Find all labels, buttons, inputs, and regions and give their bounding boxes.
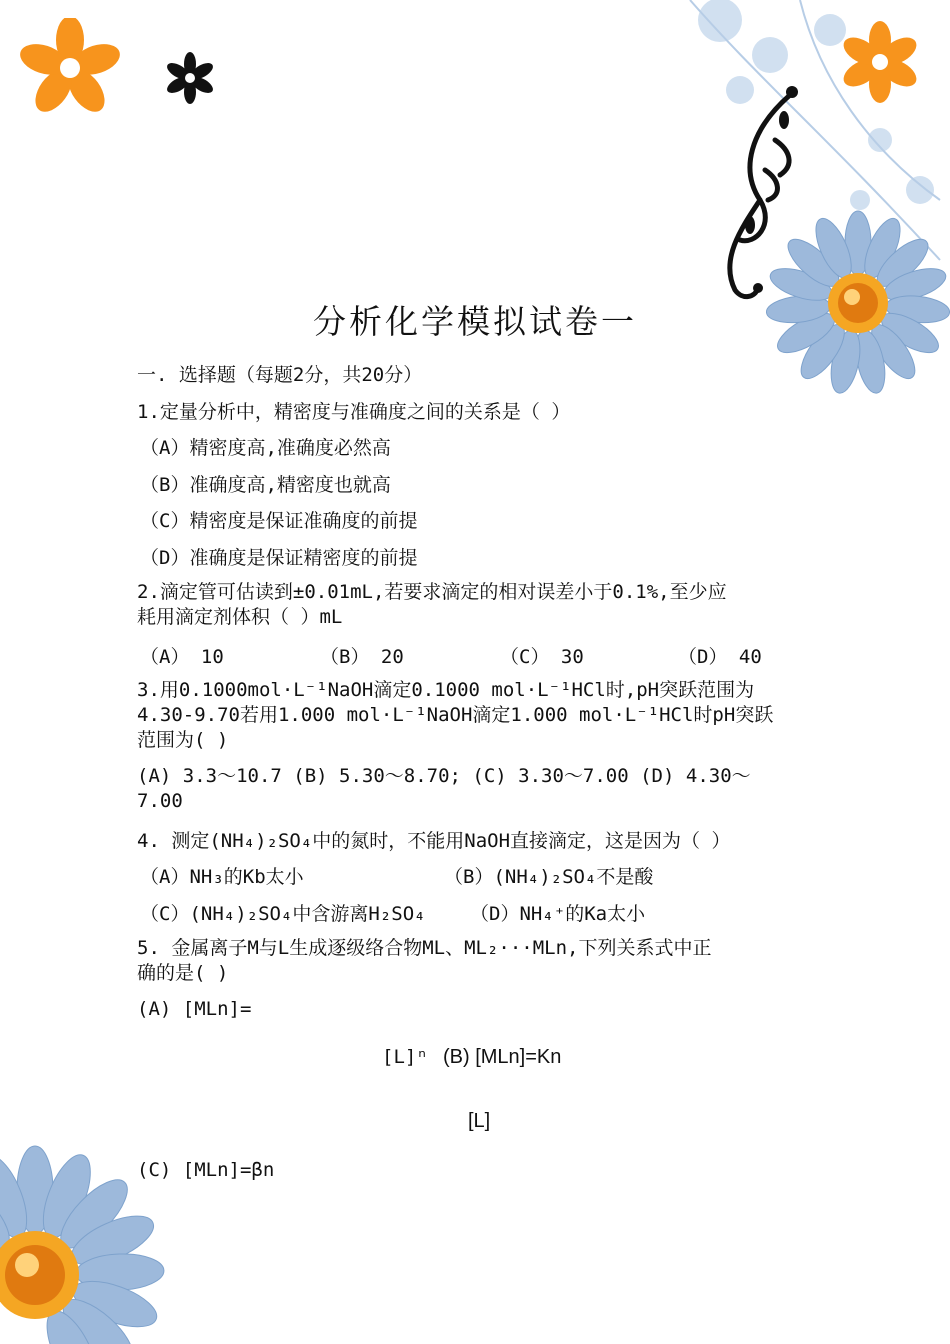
question-5-option-a: (A) [MLn]= bbox=[137, 998, 252, 1020]
question-3-options-line-1: (A) 3.3～10.7 (B) 5.30～8.70; (C) 3.30～7.00 (D) 4.30～ bbox=[137, 765, 751, 787]
question-1-option-a: （A）精密度高,准确度必然高 bbox=[140, 437, 391, 459]
daisy-bottom-left bbox=[0, 1120, 200, 1344]
question-5-stem-line-2: 确的是( ) bbox=[137, 962, 229, 984]
question-1-option-d: （D）准确度是保证精密度的前提 bbox=[140, 547, 418, 569]
black-flower-top-left bbox=[160, 50, 220, 106]
question-5-option-b: (B) [MLn]=Kn bbox=[443, 1046, 562, 1068]
question-3-options bbox=[137, 764, 827, 814]
question-2-stem-line-1: 2.滴定管可估读到±0.01mL,若要求滴定的相对误差小于0.1%,至少应 bbox=[137, 581, 727, 603]
question-5-stem-line-1: 5. 金属离子M与L生成逐级络合物ML、ML₂···MLn,下列关系式中正 bbox=[137, 937, 712, 959]
question-3-stem-line-2: 4.30-9.70若用1.000 mol·L⁻¹NaOH滴定1.000 mol·L⁻¹HCl时pH突跃 bbox=[137, 704, 774, 726]
question-3-stem-line-3: 范围为( ) bbox=[137, 729, 229, 751]
question-3-stem bbox=[137, 678, 827, 753]
question-3-stem-line-1: 3.用0.1000mol·L⁻¹NaOH滴定0.1000 mol·L⁻¹HCl时,pH突跃范围为 bbox=[137, 679, 755, 701]
question-5-l-power: [L]ⁿ bbox=[382, 1046, 428, 1068]
question-2-option-b: （B） 20 bbox=[320, 646, 404, 668]
question-2-option-a: （A） 10 bbox=[140, 646, 224, 668]
question-2-option-d: （D） 40 bbox=[678, 646, 762, 668]
question-5-option-c: (C) [MLn]=βn bbox=[137, 1159, 275, 1181]
question-2-stem bbox=[137, 580, 827, 630]
question-1-option-b: （B）准确度高,精密度也就高 bbox=[140, 474, 391, 496]
question-4-option-a: （A）NH₃的Kb太小 bbox=[140, 866, 304, 888]
question-3-options-line-2: 7.00 bbox=[137, 790, 183, 812]
question-1-stem: 1.定量分析中，精密度与准确度之间的关系是（ ） bbox=[137, 401, 571, 423]
question-4-option-b: （B）(NH₄)₂SO₄不是酸 bbox=[444, 866, 654, 888]
question-2-option-c: （C） 30 bbox=[500, 646, 584, 668]
question-5-stem bbox=[137, 936, 827, 986]
page-title: 分析化学模拟试卷一 bbox=[313, 302, 637, 341]
question-5-l-bracket: [L] bbox=[468, 1110, 491, 1132]
orange-flower-top-left bbox=[18, 18, 128, 118]
question-4-option-c: （C）(NH₄)₂SO₄中含游离H₂SO₄ bbox=[140, 903, 426, 925]
question-2-stem-line-2: 耗用滴定剂体积（ ）mL bbox=[137, 606, 343, 628]
section-heading: 一. 选择题（每题2分，共20分） bbox=[137, 364, 423, 386]
question-4-stem: 4. 测定(NH₄)₂SO₄中的氮时，不能用NaOH直接滴定，这是因为（ ） bbox=[137, 830, 731, 852]
question-1-option-c: （C）精密度是保证准确度的前提 bbox=[140, 510, 418, 532]
question-4-option-d: （D）NH₄⁺的Ka太小 bbox=[470, 903, 646, 925]
